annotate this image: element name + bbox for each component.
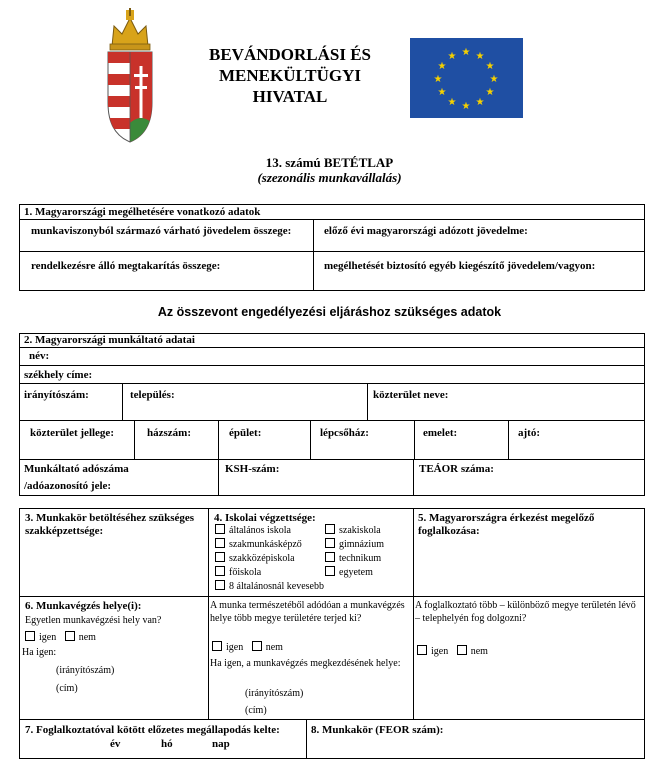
day-label: nap: [212, 738, 230, 750]
no-label: nem: [470, 646, 488, 657]
checkbox-icon[interactable]: [215, 524, 225, 534]
svg-text:★: ★: [489, 74, 499, 85]
month-label: hó: [161, 738, 173, 750]
section2-title-cell: [19, 333, 645, 348]
year-label: év: [110, 738, 121, 750]
svg-text:★: ★: [433, 74, 443, 85]
svg-text:★: ★: [461, 101, 471, 112]
coat-of-arms-logo: [100, 8, 160, 143]
checkbox-icon[interactable]: [65, 631, 75, 641]
eu-flag: [410, 38, 523, 118]
street-type-label: közterület jellege:: [30, 427, 114, 439]
building-field[interactable]: [218, 420, 311, 460]
education-option-label: technikum: [339, 553, 382, 564]
svg-text:★: ★: [437, 61, 447, 72]
checkbox-icon[interactable]: [215, 538, 225, 548]
zip-field[interactable]: [19, 383, 123, 421]
form-title: 13. számú BETÉTLAP: [265, 155, 394, 170]
door-field[interactable]: [508, 420, 645, 460]
education-option-label: 8 általánosnál kevesebb: [229, 581, 324, 592]
address-hint: (cím): [245, 705, 267, 716]
if-yes-label: Ha igen:: [22, 647, 57, 658]
svg-text:★: ★: [447, 51, 457, 62]
employer-name-label: név:: [29, 350, 50, 362]
employer-seat-field[interactable]: [19, 365, 645, 384]
checkbox-icon[interactable]: [325, 524, 335, 534]
svg-text:★: ★: [447, 97, 457, 108]
door-label: ajtó:: [518, 427, 540, 439]
education-option-label: egyetem: [339, 567, 373, 578]
checkbox-icon[interactable]: [25, 631, 35, 641]
checkbox-icon[interactable]: [325, 566, 335, 576]
section6-cell: [19, 596, 209, 720]
education-option[interactable]: [215, 538, 324, 552]
section8-title: 8. Munkakör (FEOR szám):: [311, 724, 444, 736]
checkbox-icon[interactable]: [252, 641, 262, 651]
town-field[interactable]: [122, 383, 368, 421]
staircase-label: lépcsőház:: [320, 427, 369, 439]
expected-income-field[interactable]: [19, 219, 314, 252]
zip-hint: (irányítószám): [245, 688, 304, 699]
employer-name-field[interactable]: [19, 347, 645, 366]
combined-procedure-heading: Az összevont engedélyezési eljáráshoz szükséges adatok: [157, 305, 502, 319]
section1-title-cell: [19, 204, 645, 220]
section5-title: 5. Magyarországra érkezést megelőző foglalkozása:: [418, 512, 595, 537]
checkbox-icon[interactable]: [325, 538, 335, 548]
section3-cell[interactable]: [19, 508, 209, 597]
expected-income-label: munkaviszonyból származó várható jövedelem összege:: [31, 225, 292, 237]
svg-text:★: ★: [485, 87, 495, 98]
section3-title: 3. Munkakör betöltéséhez szükséges szakképzettsége:: [25, 512, 195, 537]
yes-label: igen: [226, 642, 244, 653]
section6b-cell: [208, 596, 414, 720]
savings-label: rendelkezésre álló megtakarítás összege:: [31, 260, 221, 272]
education-option[interactable]: [215, 524, 324, 538]
tax-number-label-1: Munkáltató adószáma: [24, 463, 129, 475]
education-option-label: főiskola: [229, 567, 262, 578]
tax-number-field[interactable]: [19, 459, 219, 496]
building-label: épület:: [229, 427, 262, 439]
form-subtitle: (szezonális munkavállalás): [257, 170, 402, 185]
checkbox-icon[interactable]: [457, 645, 467, 655]
education-option[interactable]: [325, 552, 384, 566]
ksh-field[interactable]: [218, 459, 414, 496]
house-no-field[interactable]: [134, 420, 219, 460]
floor-label: emelet:: [423, 427, 458, 439]
checkbox-icon[interactable]: [212, 641, 222, 651]
teaor-field[interactable]: [413, 459, 645, 496]
education-option[interactable]: [325, 538, 384, 552]
savings-field[interactable]: [19, 251, 314, 291]
svg-text:★: ★: [475, 51, 485, 62]
multi-county-question: A munka természetéből adódóan a munkavégzés helye több megye területére terjed ki?: [210, 600, 405, 624]
zip-hint: (irányítószám): [56, 665, 115, 676]
street-name-field[interactable]: [367, 383, 645, 421]
education-option[interactable]: [215, 580, 324, 594]
education-option[interactable]: [325, 566, 384, 580]
street-name-label: közterület neve:: [373, 389, 449, 401]
floor-field[interactable]: [414, 420, 509, 460]
street-type-field[interactable]: [19, 420, 135, 460]
tax-number-label-2: /adóazonosító jele:: [24, 480, 112, 492]
education-option-label: gimnázium: [339, 539, 384, 550]
other-income-field[interactable]: [313, 251, 645, 291]
town-label: település:: [130, 389, 175, 401]
yes-label: igen: [39, 632, 57, 643]
section6-title: 6. Munkavégzés helye(i):: [25, 600, 142, 612]
checkbox-icon[interactable]: [215, 580, 225, 590]
multi-county-choice: [212, 641, 283, 653]
single-location-question: Egyetlen munkavégzési hely van?: [25, 615, 162, 626]
no-label: nem: [78, 632, 96, 643]
section8-cell[interactable]: [306, 719, 645, 759]
multi-site-question: A foglalkoztató több – különböző megye területén lévő – telephelyén fog dolgozni?: [415, 600, 636, 624]
section7-cell[interactable]: [19, 719, 307, 759]
education-option-label: szakközépiskola: [229, 553, 295, 564]
section4-cell: [208, 508, 414, 597]
education-option-label: szakiskola: [339, 525, 381, 536]
svg-text:★: ★: [475, 97, 485, 108]
ksh-label: KSH-szám:: [225, 463, 280, 475]
prev-year-income-label: előző évi magyarországi adózott jövedelme:: [324, 225, 528, 237]
yes-label: igen: [431, 646, 449, 657]
zip-label: irányítószám:: [24, 389, 89, 401]
education-options-right: [325, 524, 384, 580]
education-option-label: szakmunkásképző: [229, 539, 302, 550]
checkbox-icon[interactable]: [417, 645, 427, 655]
employer-seat-label: székhely címe:: [24, 369, 93, 381]
svg-text:★: ★: [461, 47, 471, 58]
agency-line-3: HIVATAL: [252, 87, 328, 106]
section4-title: 4. Iskolai végzettsége:: [214, 512, 316, 524]
section7-title: 7. Foglalkoztatóval kötött előzetes megállapodás kelte:: [25, 724, 280, 736]
agency-line-1: BEVÁNDORLÁSI ÉS: [208, 45, 371, 64]
section2-title: 2. Magyarországi munkáltató adatai: [24, 334, 195, 346]
education-option[interactable]: [215, 552, 324, 566]
no-label: nem: [265, 642, 283, 653]
education-option[interactable]: [215, 566, 324, 580]
agency-name: [190, 44, 390, 107]
checkbox-icon[interactable]: [215, 552, 225, 562]
svg-text:★: ★: [437, 87, 447, 98]
svg-text:★: ★: [485, 61, 495, 72]
education-option-label: általános iskola: [229, 525, 291, 536]
section5-cell[interactable]: [413, 508, 645, 597]
start-location-label: Ha igen, a munkavégzés megkezdésének helye:: [210, 658, 401, 669]
education-options-left: [215, 524, 324, 594]
agency-line-2: MENEKÜLTÜGYI: [218, 66, 361, 85]
checkbox-icon[interactable]: [325, 552, 335, 562]
section6c-cell: [413, 596, 645, 720]
multi-site-choice: [417, 645, 488, 657]
other-income-label: megélhetését biztosító egyéb kiegészítő jövedelem/vagyon:: [324, 260, 596, 272]
prev-year-income-field[interactable]: [313, 219, 645, 252]
teaor-label: TEÁOR száma:: [419, 463, 494, 475]
address-hint: (cím): [56, 683, 78, 694]
staircase-field[interactable]: [310, 420, 415, 460]
section1-title: 1. Magyarországi megélhetésére vonatkozó adatok: [24, 206, 261, 218]
single-location-choice: [25, 631, 96, 643]
education-option[interactable]: [325, 524, 384, 538]
checkbox-icon[interactable]: [215, 566, 225, 576]
house-no-label: házszám:: [147, 427, 191, 439]
